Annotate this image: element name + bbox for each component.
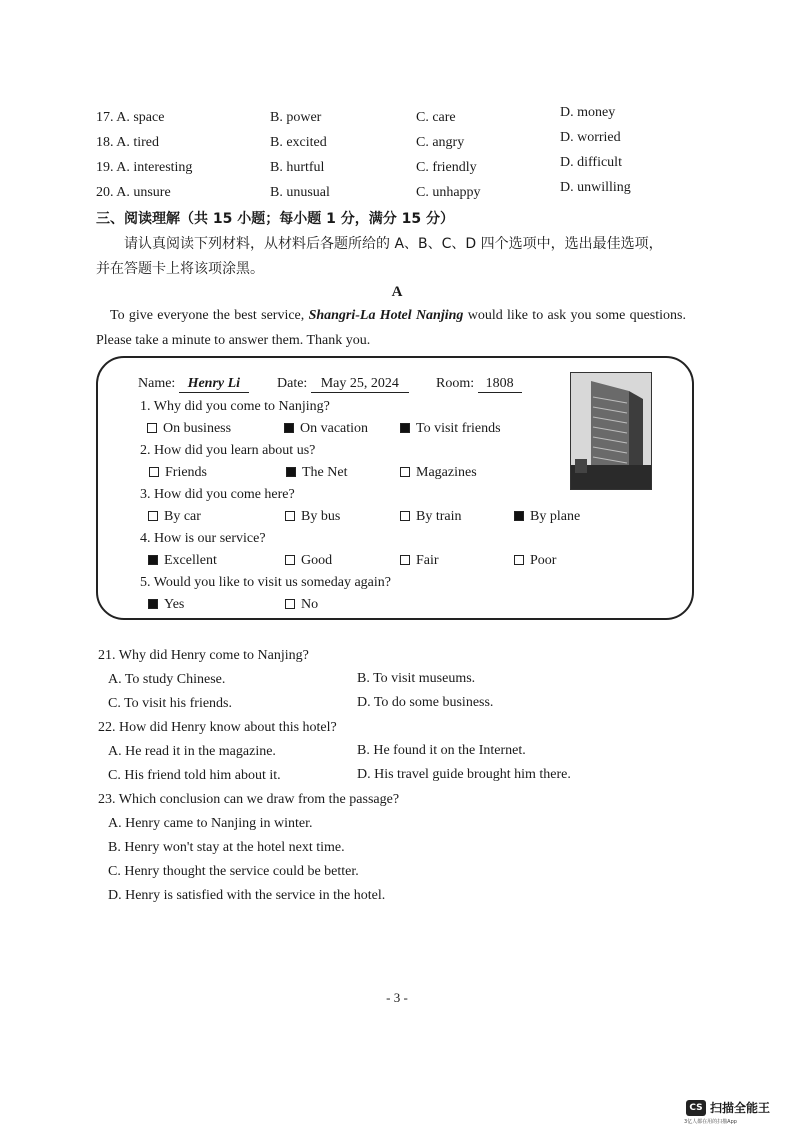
checkbox-filled-icon xyxy=(400,423,410,433)
form-option: By car xyxy=(148,509,201,525)
option-b: B. power xyxy=(270,110,322,125)
name-label: Name: xyxy=(138,376,176,391)
hotel-photo xyxy=(570,372,652,490)
form-option: Poor xyxy=(514,553,556,569)
q23-option-c: C. Henry thought the service could be better. xyxy=(108,864,359,879)
form-question-5: 5. Would you like to visit us someday again? xyxy=(140,575,391,590)
form-option: Excellent xyxy=(148,553,217,569)
option-b: B. excited xyxy=(270,135,327,150)
form-option: By bus xyxy=(285,509,340,525)
checkbox-filled-icon xyxy=(148,555,158,565)
question-21: 21. Why did Henry come to Nanjing? xyxy=(98,648,309,663)
q22-option-c: C. His friend told him about it. xyxy=(108,768,281,783)
checkbox-empty-icon xyxy=(285,511,295,521)
option-row-20 xyxy=(96,180,696,207)
room-field xyxy=(436,376,522,393)
scanner-tagline: 3亿人都在用的扫描App xyxy=(684,1119,737,1125)
option-b: B. unusual xyxy=(270,185,330,200)
checkbox-empty-icon xyxy=(514,555,524,565)
hotel-building-icon xyxy=(571,373,651,489)
checkbox-empty-icon xyxy=(285,555,295,565)
guest-info-line xyxy=(138,376,249,393)
passage-label: A xyxy=(391,284,403,300)
form-question-2: 2. How did you learn about us? xyxy=(140,443,316,458)
checkbox-filled-icon xyxy=(514,511,524,521)
date-value: May 25, 2024 xyxy=(311,376,409,393)
option-d: D. worried xyxy=(560,130,621,145)
question-22: 22. How did Henry know about this hotel? xyxy=(98,720,337,735)
date-field xyxy=(277,376,409,393)
q22-option-d: D. His travel guide brought him there. xyxy=(357,767,571,782)
form-option: To visit friends xyxy=(400,421,501,437)
option-a: 20. A. unsure xyxy=(96,185,171,200)
option-d: D. unwilling xyxy=(560,180,631,195)
room-value: 1808 xyxy=(478,376,522,393)
q21-option-a: A. To study Chinese. xyxy=(108,672,226,687)
form-option: On business xyxy=(147,421,231,437)
intro-text-after: would like to ask you some questions. Please take a minute to answer them. Thank you. xyxy=(96,308,686,348)
checkbox-empty-icon xyxy=(400,555,410,565)
form-question-4: 4. How is our service? xyxy=(140,531,266,546)
form-option: Fair xyxy=(400,553,439,569)
checkbox-empty-icon xyxy=(400,467,410,477)
option-row-18 xyxy=(96,130,696,157)
checkbox-empty-icon xyxy=(148,511,158,521)
form-option: By train xyxy=(400,509,462,525)
date-label: Date: xyxy=(277,376,308,391)
q23-option-a: A. Henry came to Nanjing in winter. xyxy=(108,816,313,831)
checkbox-empty-icon xyxy=(400,511,410,521)
form-option: No xyxy=(285,597,318,613)
form-option: Friends xyxy=(149,465,207,481)
checkbox-empty-icon xyxy=(147,423,157,433)
q22-option-a: A. He read it in the magazine. xyxy=(108,744,276,759)
checkbox-filled-icon xyxy=(148,599,158,609)
option-c: C. friendly xyxy=(416,160,477,175)
passage-intro xyxy=(96,303,686,353)
form-option: Magazines xyxy=(400,465,477,481)
checkbox-empty-icon xyxy=(149,467,159,477)
hotel-name: Shangri-La Hotel Nanjing xyxy=(308,308,464,323)
option-c: C. care xyxy=(416,110,456,125)
option-a: 19. A. interesting xyxy=(96,160,193,175)
option-d: D. difficult xyxy=(560,155,622,170)
form-question-1: 1. Why did you come to Nanjing? xyxy=(140,399,330,414)
form-option: On vacation xyxy=(284,421,368,437)
option-c: C. unhappy xyxy=(416,185,481,200)
option-a: 17. A. space xyxy=(96,110,165,125)
option-b: B. hurtful xyxy=(270,160,325,175)
checkbox-filled-icon xyxy=(284,423,294,433)
q21-option-c: C. To visit his friends. xyxy=(108,696,232,711)
q21-option-b: B. To visit museums. xyxy=(357,671,476,686)
q23-option-d: D. Henry is satisfied with the service in the hotel. xyxy=(108,888,386,903)
form-option: Good xyxy=(285,553,332,569)
form-option: The Net xyxy=(286,465,347,481)
question-23: 23. Which conclusion can we draw from the passage? xyxy=(98,792,400,807)
instruction-line-2: 并在答题卡上将该项涂黑。 xyxy=(96,261,264,277)
form-question-3: 3. How did you come here? xyxy=(140,487,295,502)
option-d: D. money xyxy=(560,105,616,120)
page-number: - 3 - xyxy=(386,990,408,1005)
option-row-17 xyxy=(96,105,696,132)
q21-option-d: D. To do some business. xyxy=(357,695,494,710)
q23-option-b: B. Henry won't stay at the hotel next time. xyxy=(108,840,345,855)
section-heading: 三、阅读理解（共 15 小题；每小题 1 分，满分 15 分） xyxy=(96,211,454,227)
scanner-logo-icon: CS xyxy=(686,1100,706,1116)
room-label: Room: xyxy=(436,376,475,391)
checkbox-empty-icon xyxy=(285,599,295,609)
q22-option-b: B. He found it on the Internet. xyxy=(357,743,526,758)
checkbox-filled-icon xyxy=(286,467,296,477)
form-option: Yes xyxy=(148,597,184,613)
scanner-brand-name: 扫描全能王 xyxy=(710,1101,771,1115)
option-a: 18. A. tired xyxy=(96,135,159,150)
form-option: By plane xyxy=(514,509,580,525)
option-c: C. angry xyxy=(416,135,465,150)
name-value: Henry Li xyxy=(179,376,249,393)
instruction-line-1: 请认真阅读下列材料，从材料后各题所给的 A、B、C、D 四个选项中，选出最佳选项， xyxy=(124,236,663,252)
intro-text-before: To give everyone the best service, xyxy=(110,308,309,323)
option-row-19 xyxy=(96,155,696,182)
